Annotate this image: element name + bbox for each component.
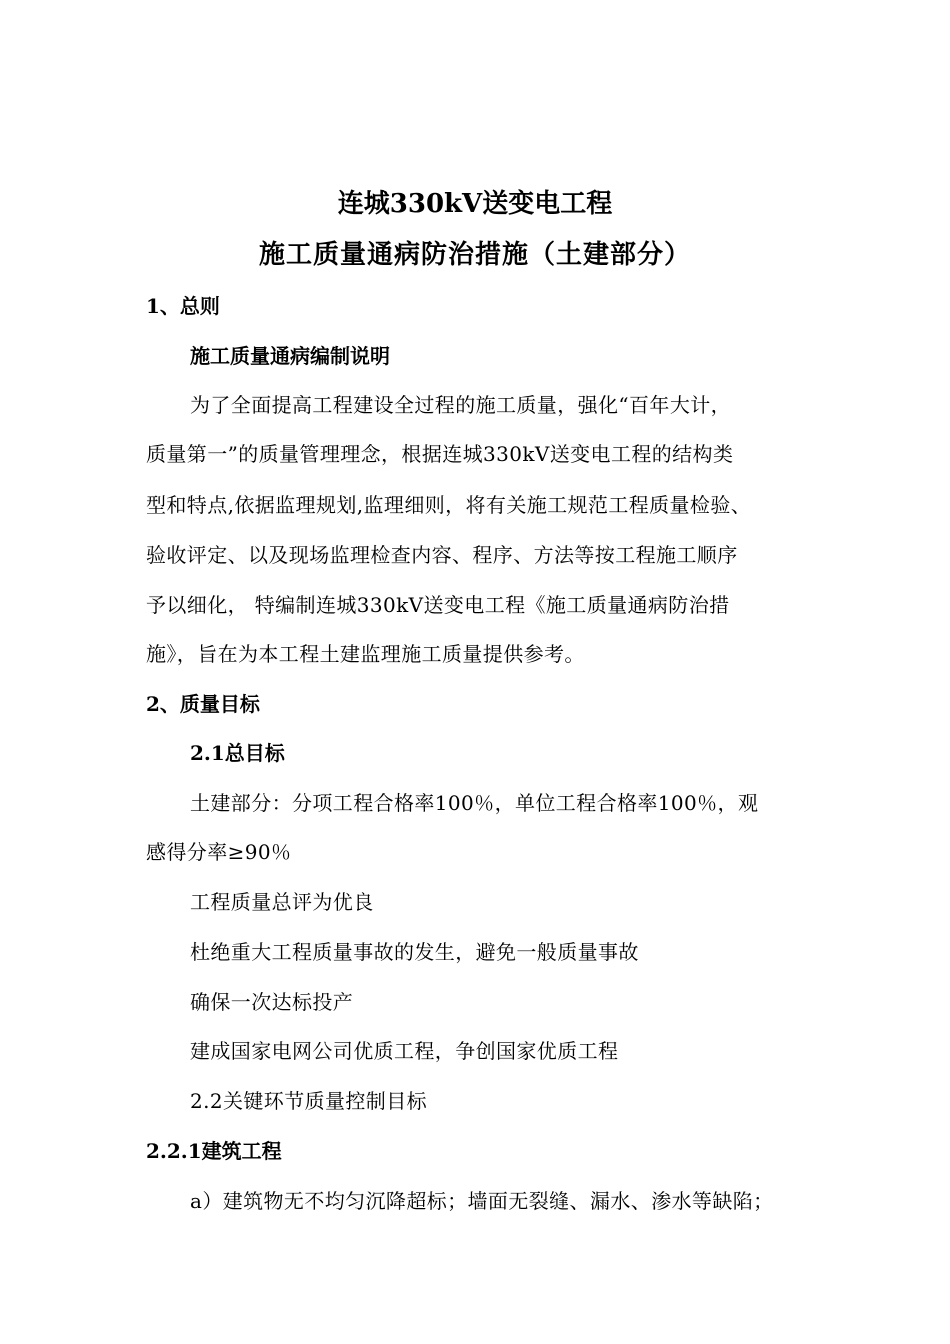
section1-para-line: 型和特点,依据监理规划,监理细则，将有关施工规范工程质量检验、 bbox=[146, 493, 752, 517]
goal-line: 土建部分：分项工程合格率100％，单位工程合格率100％，观 bbox=[190, 791, 759, 815]
goal-line: 工程质量总评为优良 bbox=[190, 890, 374, 914]
section1-para-line: 施》，旨在为本工程土建监理施工质量提供参考。 bbox=[146, 642, 585, 666]
section1-para-line: 验收评定、以及现场监理检查内容、程序、方法等按工程施工顺序 bbox=[146, 543, 738, 567]
goal-line: 确保一次达标投产 bbox=[190, 990, 354, 1014]
goal-line: 杜绝重大工程质量事故的发生，避免一般质量事故 bbox=[190, 940, 639, 964]
section1-subheading: 施工质量通病编制说明 bbox=[190, 344, 390, 368]
goal-line: 建成国家电网公司优质工程，争创国家优质工程 bbox=[190, 1039, 619, 1063]
section2-heading: 2、质量目标 bbox=[146, 692, 260, 716]
section1-para-line: 质量第一”的质量管理理念，根据连城330kV送变电工程的结构类 bbox=[146, 442, 734, 466]
document-title-line2: 施工质量通病防治措施（土建部分） bbox=[258, 240, 691, 270]
section1-para-line: 予以细化， 特编制连城330kV送变电工程《施工质量通病防治措 bbox=[146, 593, 730, 617]
item-a-line: a）建筑物无不均匀沉降超标；墙面无裂缝、漏水、渗水等缺陷； bbox=[190, 1189, 774, 1213]
document-title-line1: 连城330kV送变电工程 bbox=[337, 189, 613, 219]
section2-2-heading: 2.2关键环节质量控制目标 bbox=[190, 1089, 428, 1113]
section1-heading: 1、总则 bbox=[146, 294, 220, 318]
goal-line: 感得分率≥90％ bbox=[146, 840, 292, 864]
section2-2-1-heading: 2.2.1建筑工程 bbox=[146, 1139, 282, 1163]
section2-1-heading: 2.1总目标 bbox=[190, 741, 285, 765]
section1-para-line: 为了全面提高工程建设全过程的施工质量，强化“百年大计， bbox=[190, 393, 732, 417]
